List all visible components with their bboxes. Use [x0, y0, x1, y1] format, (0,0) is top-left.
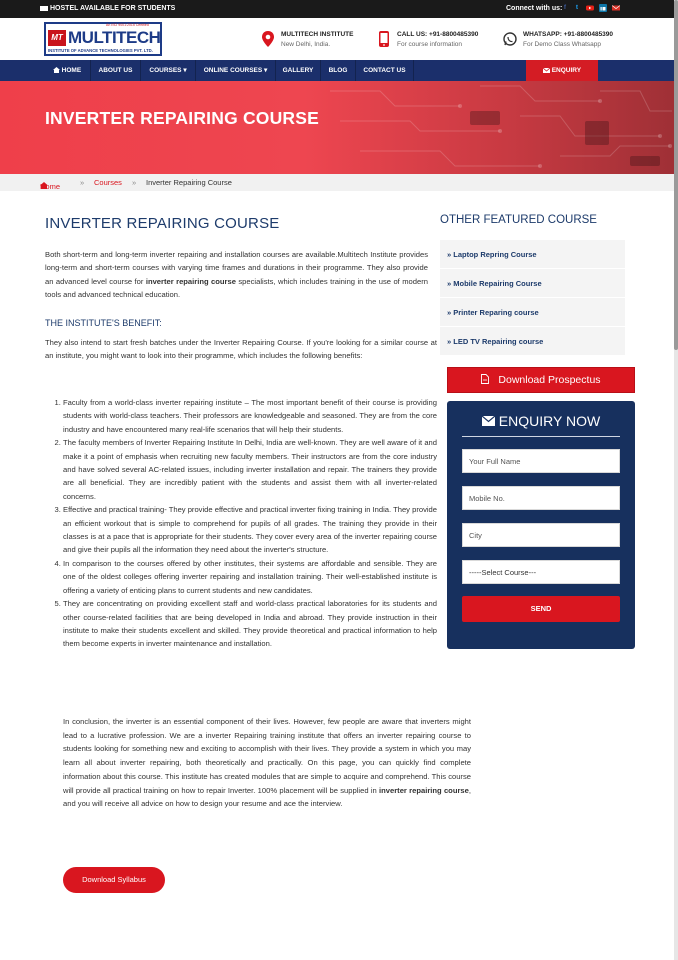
nav-about-us[interactable]: ABOUT US — [91, 60, 141, 81]
youtube-icon[interactable] — [586, 4, 594, 12]
call-title: CALL US: +91-8800485390 — [397, 31, 479, 38]
course-select[interactable]: -----Select Course--- — [462, 560, 620, 584]
logo-iso-text: An ISO 9001:2015 Certified — [106, 23, 149, 27]
intro-bold-keyword: inverter repairing course — [145, 276, 236, 286]
featured-course-led-tv[interactable]: » LED TV Repairing course — [440, 327, 625, 356]
banner-title: INVERTER REPAIRING COURSE — [45, 108, 320, 128]
main-nav — [0, 60, 674, 81]
featured-courses-title: OTHER FEATURED COURSE — [440, 214, 597, 226]
intro-paragraph: Both short-term and long-term inverter repairing and installation courses are available.Multitech Institute provides long-term and short-term courses with varying time frames and durations in their programme. They also provide an advanced level course for inverter repairing course specialists, which includes training in the use of modern tools and advanced technical education. — [45, 250, 428, 300]
enquiry-form-title: ENQUIRY NOW — [447, 413, 635, 429]
double-chevron-icon: » — [447, 279, 452, 288]
whatsapp-icon — [503, 31, 517, 47]
breadcrumb-courses[interactable]: Courses — [94, 178, 122, 187]
site-header — [0, 18, 674, 60]
home-icon — [53, 61, 60, 67]
caret-down-icon: ▾ — [183, 67, 187, 74]
breadcrumb-current: Inverter Repairing Course — [146, 178, 232, 187]
twitter-icon[interactable]: t — [575, 4, 579, 11]
facebook-icon[interactable]: f — [563, 4, 567, 11]
send-button[interactable]: SEND — [462, 596, 620, 622]
page-scrollbar[interactable] — [674, 0, 678, 960]
benefit-heading: THE INSTITUTE'S BENEFIT: — [45, 318, 162, 328]
download-prospectus-button[interactable]: Download Prospectus — [447, 367, 635, 393]
linkedin-icon[interactable] — [599, 4, 607, 12]
nav-courses[interactable]: COURSES ▾ — [141, 60, 196, 81]
map-pin-icon — [261, 31, 275, 47]
logo[interactable] — [44, 22, 162, 56]
featured-courses-list — [440, 240, 625, 356]
conclusion-bold-keyword: inverter repairing course — [379, 785, 469, 795]
logo-mark: MT — [48, 30, 66, 46]
list-item: 2. The faculty members of Inverter Repairing Institute In Delhi, India are well-known. They are well aware of it and make it a point of emphasis when recruiting new faculty members. Their instructors are from the core industry and have solved several AC-related issues, including inverter installation and repair. The trainers they provide are all beneficial. They are incredibly patient with the students and assist them with all inverter-related concerns. — [63, 436, 437, 503]
list-item: 1. Faculty from a world-class inverter repairing institute – The most important benefit of their course is providing students with world-class teachers. Their professors are knowledgeable and seasoned. They are from the core industry and have encountered many real-life scenarios that will help their students. — [63, 396, 437, 436]
hostel-notice: HOSTEL AVAILABLE FOR STUDENTS — [40, 5, 175, 12]
nav-blog[interactable]: BLOG — [321, 60, 356, 81]
caret-down-icon: ▾ — [264, 67, 268, 74]
page-banner — [0, 81, 674, 174]
top-bar — [0, 0, 674, 18]
list-item: 4. In comparison to the courses offered by other institutes, their systems are affordable and sensible. They are one of the oldest colleges offering inverter repairing and installation training. Their well-established institute is offering a variety of enticing plans to current students and new candidates. — [63, 557, 437, 597]
breadcrumb: Home » Courses » Inverter Repairing Course — [0, 174, 674, 191]
benefits-list — [63, 396, 437, 651]
breadcrumb-separator: » — [80, 178, 85, 187]
benefit-intro: They also intend to start fresh batches under the Inverter Repairing Course. If you're looking for a similar course at an institute, you might want to look into their programme, which includes the following benefits: — [45, 338, 437, 361]
nav-contact-us[interactable]: CONTACT US — [356, 60, 414, 81]
email-icon[interactable] — [612, 4, 620, 12]
double-chevron-icon: » — [447, 250, 452, 259]
featured-course-mobile[interactable]: » Mobile Repairing Course — [440, 269, 625, 298]
double-chevron-icon: » — [447, 308, 452, 317]
logo-subtitle: INSTITUTE OF ADVANCE TECHNOLOGIES PVT. LTD. — [48, 48, 153, 53]
double-chevron-icon: » — [447, 337, 452, 346]
city-input[interactable]: City — [462, 523, 620, 547]
full-name-input[interactable]: Your Full Name — [462, 449, 620, 473]
download-syllabus-button[interactable]: Download Syllabus — [63, 867, 165, 893]
scrollbar-thumb[interactable] — [674, 0, 678, 350]
location-sub: New Delhi, India. — [281, 41, 331, 48]
list-item: 5. They are concentrating on providing excellent staff and world-class practical laboratories for its students and other course-related facilities that are being developed in India and abroad. They provide instruction in their institute to make their students excellent and skilled. They provide theoretical and practical information to help them become experts in inverter maintenance and installation. — [63, 597, 437, 651]
nav-home[interactable]: HOME — [44, 60, 91, 81]
location-title: MULTITECH INSTITUTE — [281, 31, 354, 38]
featured-course-laptop[interactable]: » Laptop Repring Course — [440, 240, 625, 269]
breadcrumb-separator: » — [132, 178, 137, 187]
list-item: 3. Effective and practical training- They provide effective and practical inverter fixing training in India. They provide an efficient workout that is simple to comprehend for pupils of all grades. The training they provide in their classes is at a pace that is appropriate for their students. They cover every area of the inverter repairing course and give their pupils all the information they need about the inverter's structure. — [63, 503, 437, 557]
enquiry-divider — [462, 436, 620, 437]
mobile-input[interactable]: Mobile No. — [462, 486, 620, 510]
whatsapp-sub: For Demo Class Whatsapp — [523, 41, 602, 48]
logo-name: MULTITECH — [68, 28, 161, 47]
envelope-icon — [482, 413, 495, 429]
whatsapp-title: WHATSAPP: +91-8800485390 — [523, 31, 614, 38]
conclusion-paragraph: In conclusion, the inverter is an essential component of their lives. However, few people are aware that inverters might lead to a lucrative profession. We are a inverter Repairing training institute that offers an inverter repairing course to students looking for something new and exciting to accomplish with their lives. They provide a system in which you may learn all about inverter repairing, both theoretically and practically. On this page, you can quickly find complete information about this course. This institute has created modules that are simple to acquire and comprehend. This course will provide all practical training on how to repair Inverter. 100% placement will be supplied in inverter repairing course, and you will receive all advice on how to design your resume and ace the interview. — [63, 717, 471, 809]
page-title: INVERTER REPAIRING COURSE — [45, 215, 280, 232]
pdf-file-icon — [481, 369, 489, 393]
bed-icon — [40, 6, 48, 11]
nav-enquiry-button[interactable]: ENQUIRY — [526, 60, 598, 81]
envelope-icon — [543, 61, 550, 82]
nav-online-courses[interactable]: ONLINE COURSES ▾ — [196, 60, 276, 81]
call-sub: For course information — [397, 41, 463, 48]
featured-course-printer[interactable]: » Printer Reparing course — [440, 298, 625, 327]
nav-gallery[interactable]: GALLERY — [276, 60, 321, 81]
mobile-phone-icon — [377, 31, 391, 47]
connect-label: Connect with us: — [506, 5, 563, 12]
